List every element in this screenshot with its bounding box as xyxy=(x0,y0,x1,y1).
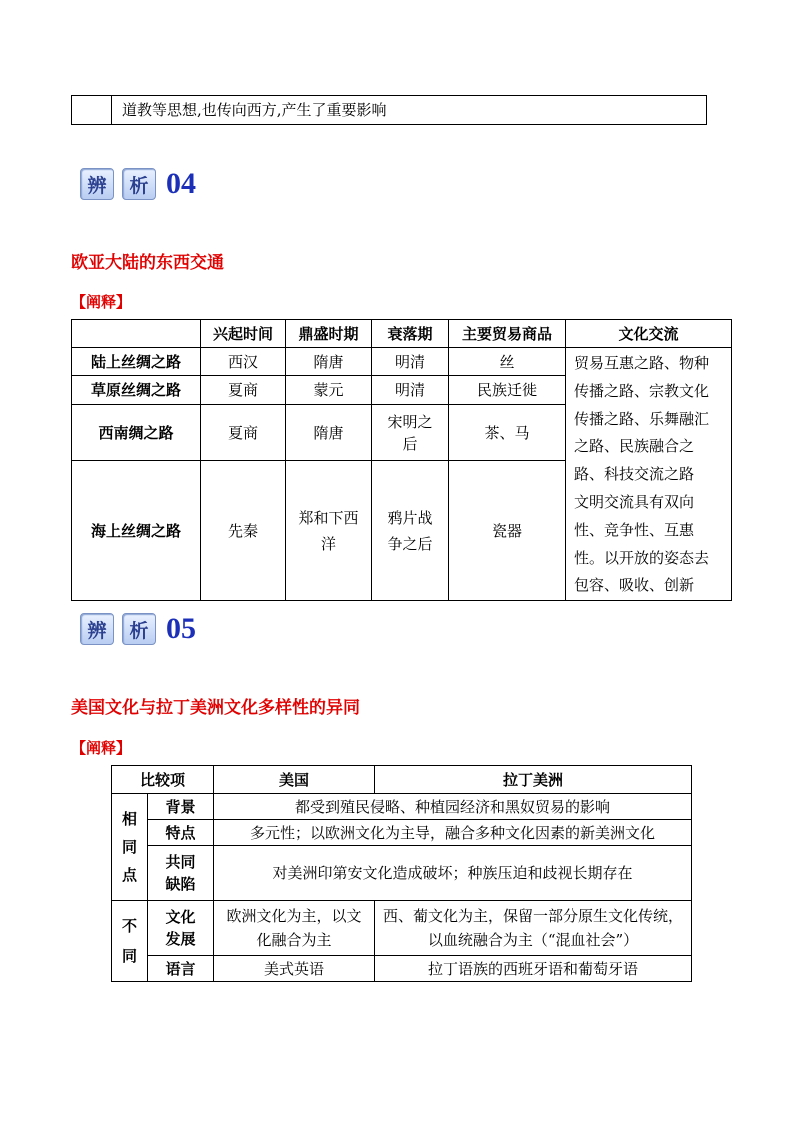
trade-goods: 丝 xyxy=(449,348,566,376)
rise-time: 夏商 xyxy=(201,376,286,404)
section-05-label: 【阐释】 xyxy=(71,739,132,757)
badge-number: 04 xyxy=(166,167,196,200)
table-row xyxy=(112,846,692,901)
culture-exchange xyxy=(566,348,732,601)
culture-line: 传播之路、宗教文化 xyxy=(574,381,710,400)
shared-text: 都受到殖民侵略、种植园经济和黑奴贸易的影响 xyxy=(214,794,692,820)
shared-text: 对美洲印第安文化造成破坏；种族压迫和歧视长期存在 xyxy=(214,846,692,901)
compare-item: 背景 xyxy=(148,794,214,820)
decline-time: 宋明之后 xyxy=(372,404,449,461)
compare-item: 特点 xyxy=(148,820,214,846)
continued-table xyxy=(71,95,707,125)
header-empty xyxy=(72,320,201,348)
header-rise: 兴起时间 xyxy=(201,320,286,348)
badge-char-xi: 析 xyxy=(122,168,156,200)
empty-cell xyxy=(72,96,112,125)
compare-item: 共同缺陷 xyxy=(148,846,214,901)
group-same: 相同点 xyxy=(112,794,148,901)
section-04-label: 【阐释】 xyxy=(71,293,132,311)
silk-road-table xyxy=(71,319,732,601)
header-decline: 衰落期 xyxy=(372,320,449,348)
decline-time: 明清 xyxy=(372,376,449,404)
header-compare-item: 比较项 xyxy=(112,766,214,794)
group-diff: 不同 xyxy=(112,901,148,982)
decline-time: 鸦片战争之后 xyxy=(372,461,449,601)
compare-item: 语言 xyxy=(148,956,214,982)
route-name: 陆上丝绸之路 xyxy=(72,348,201,376)
header-latin-america: 拉丁美洲 xyxy=(375,766,692,794)
usa-text: 美式英语 xyxy=(214,956,375,982)
badge-number: 05 xyxy=(166,612,196,645)
peak-time: 隋唐 xyxy=(286,348,372,376)
rise-time: 先秦 xyxy=(201,461,286,601)
section-05-title: 美国文化与拉丁美洲文化多样性的异同 xyxy=(71,698,360,718)
decline-time: 明清 xyxy=(372,348,449,376)
badge-char-bian: 辨 xyxy=(80,613,114,645)
badge-char-xi: 析 xyxy=(122,613,156,645)
usa-text: 欧洲文化为主，以文化融合为主 xyxy=(214,901,375,956)
table-row xyxy=(112,794,692,820)
culture-line: 之路、民族融合之 xyxy=(574,437,695,456)
table-row xyxy=(72,348,732,376)
route-name: 草原丝绸之路 xyxy=(72,376,201,404)
culture-line: 传播之路、乐舞融汇 xyxy=(574,409,710,428)
section-04-badge xyxy=(80,166,196,202)
table-row xyxy=(112,901,692,956)
section-05-badge xyxy=(80,611,196,647)
culture-line: 包容、吸收、创新 xyxy=(574,576,695,595)
culture-line: 性、竞争性、互惠 xyxy=(574,520,695,539)
culture-line: 路、科技交流之路 xyxy=(574,465,695,484)
peak-time: 蒙元 xyxy=(286,376,372,404)
america-comparison-table xyxy=(111,765,692,982)
shared-text: 多元性；以欧洲文化为主导，融合多种文化因素的新美洲文化 xyxy=(214,820,692,846)
continued-text: 道教等思想,也传向西方,产生了重要影响 xyxy=(112,96,707,125)
compare-item: 文化发展 xyxy=(148,901,214,956)
section-04-title: 欧亚大陆的东西交通 xyxy=(71,253,224,273)
peak-time: 隋唐 xyxy=(286,404,372,461)
rise-time: 西汉 xyxy=(201,348,286,376)
trade-goods: 瓷器 xyxy=(449,461,566,601)
rise-time: 夏商 xyxy=(201,404,286,461)
badge-char-bian: 辨 xyxy=(80,168,114,200)
peak-time: 郑和下西洋 xyxy=(286,461,372,601)
culture-line: 性。以开放的姿态去 xyxy=(574,548,710,567)
header-goods: 主要贸易商品 xyxy=(449,320,566,348)
culture-line: 贸易互惠之路、物种 xyxy=(574,354,710,372)
latam-text: 西、葡文化为主，保留一部分原生文化传统，以血统融合为主（“混血社会”） xyxy=(375,901,692,956)
trade-goods: 茶、马 xyxy=(449,404,566,461)
table-row xyxy=(112,956,692,982)
route-name: 西南绸之路 xyxy=(72,404,201,461)
header-culture: 文化交流 xyxy=(566,320,732,348)
table-row xyxy=(112,820,692,846)
header-usa: 美国 xyxy=(214,766,375,794)
latam-text: 拉丁语族的西班牙语和葡萄牙语 xyxy=(375,956,692,982)
route-name: 海上丝绸之路 xyxy=(72,461,201,601)
trade-goods: 民族迁徙 xyxy=(449,376,566,404)
culture-line: 文明交流具有双向 xyxy=(574,492,695,511)
header-peak: 鼎盛时期 xyxy=(286,320,372,348)
